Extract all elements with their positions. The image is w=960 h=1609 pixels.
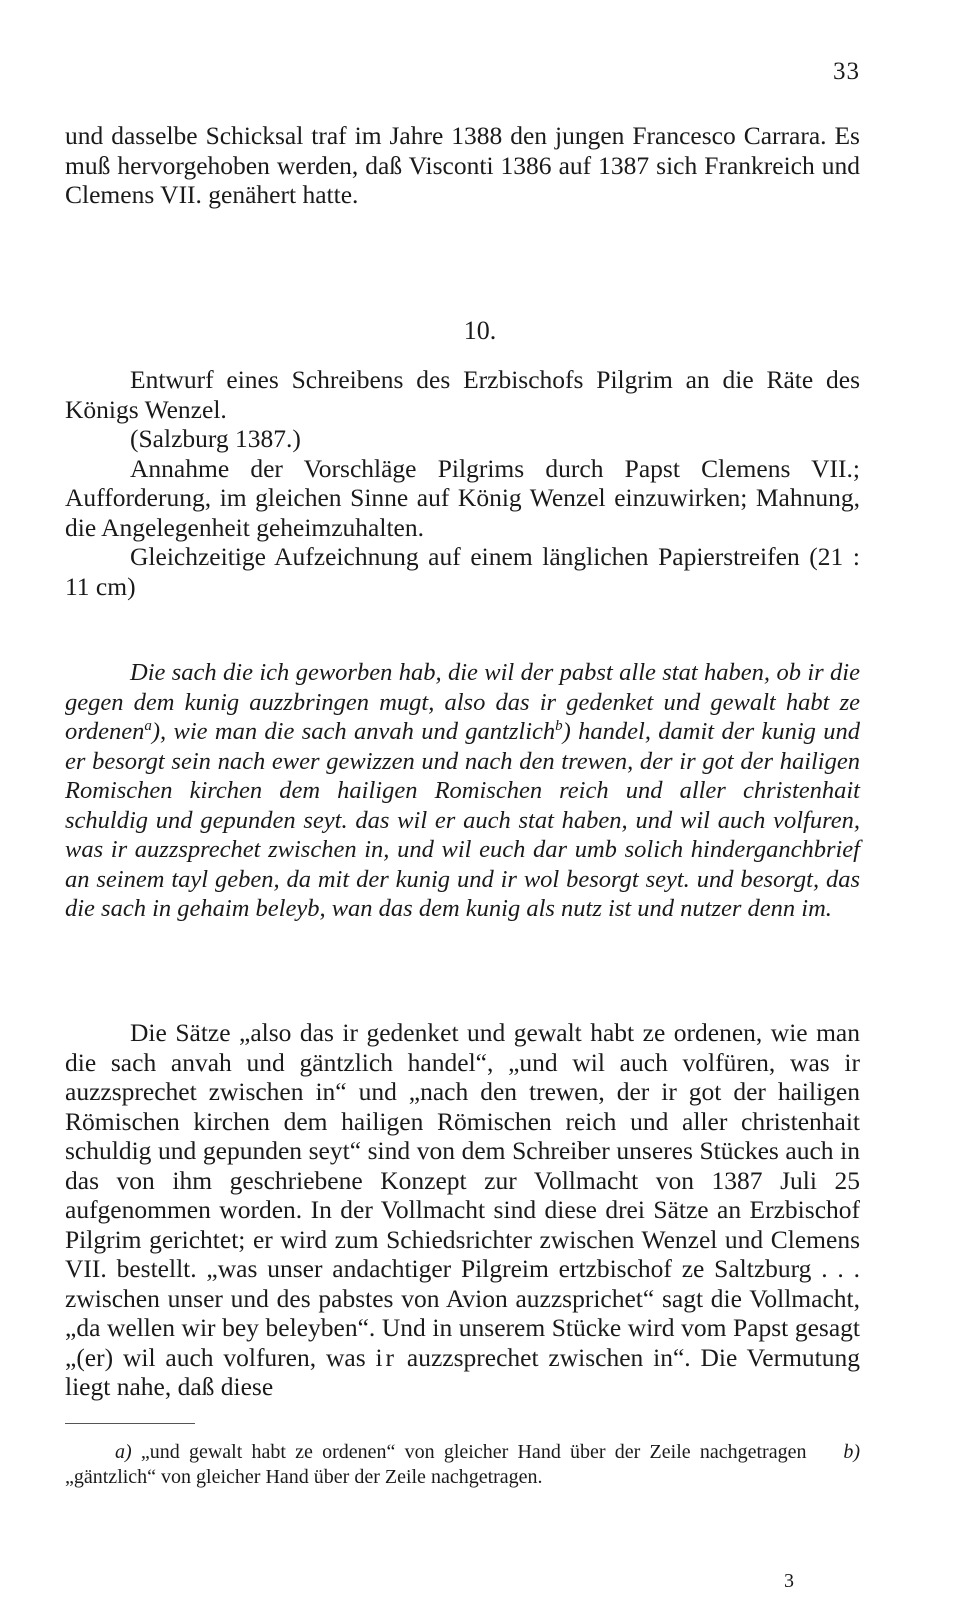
footnote-divider (65, 1423, 195, 1424)
quote-part-2: ), wie man die sach anvah und gantzlich (151, 718, 556, 745)
page-number: 33 (833, 58, 860, 85)
footnote-b-label: b) (843, 1441, 860, 1463)
quote-paragraph (65, 658, 860, 924)
footnotes (65, 1440, 860, 1490)
footnote-mark-b: b (555, 717, 563, 734)
quoted-text (65, 658, 860, 924)
footnote-a-label: a) (115, 1441, 132, 1463)
commentary (65, 1018, 860, 1402)
footnote-mark-a: a (144, 717, 152, 734)
document-title: Entwurf eines Schreibens des Erzbischofs Pilgrim an die Räte des Königs Wenzel. (65, 365, 860, 424)
quote-part-1: Die sach die ich geworben hab, die wil der pabst alle stat haben, ob ir die gegen dem kunig auzzbringen mugt, also das ir gedenket und gewalt habt ze ordenen (65, 659, 860, 745)
footnote-paragraph (65, 1440, 860, 1490)
document-header (65, 365, 860, 601)
section-number: 10. (463, 316, 497, 345)
quote-part-3: ) handel, damit der kunig und er besorgt sein nach ewer gewizzen und nach den trewen, der ir got der hailigen Romischen kirchen dem hailigen Romischen reich und aller christenhait schuldig und gepunden seyt. das wil er auch stat haben, und wil auch volfuren, was ir auzzsprechet zwischen in, und wil euch dar umb solich hinderganchbrief an seinem tayl geben, da mit der kunig und ir wol besorgt seyt. und besorgt, das die sach in gehaim beleyb, wan das dem kunig als nutz ist und nutzer denn im. (65, 718, 860, 922)
commentary-tail: auzzsprechet zwischen in“. Die Vermutung liegt nahe, daß diese (65, 1342, 860, 1401)
document-date: (Salzburg 1387.) (130, 424, 301, 453)
signature-mark: 3 (784, 1570, 794, 1592)
document-summary: Annahme der Vorschläge Pilgrims durch Papst Clemens VII.; Aufforderung, im gleichen Sinne auf König Wenzel einzuwirken; Mahnung, die Angelegenheit geheimzuhalten. (65, 453, 860, 542)
footnote-b-text: „gäntzlich“ von gleicher Hand über der Zeile nachgetragen. (65, 1466, 543, 1488)
commentary-spaced-word: ir (375, 1342, 398, 1372)
commentary-paragraph (65, 1018, 860, 1402)
intro-paragraph: und dasselbe Schicksal traf im Jahre 1388 den jungen Francesco Carrara. Es muß hervorgehoben werden, daß Visconti 1386 auf 1387 sich Frankreich und Clemens VII. genähert hatte. (65, 121, 860, 209)
footnote-a-text: „und gewalt habt ze ordenen“ von gleicher Hand über der Zeile nachgetragen (140, 1441, 807, 1463)
commentary-text: Die Sätze „also das ir gedenket und gewalt habt ze ordenen, wie man die sach anvah und gäntzlich handel“, „und wil auch volfüren, was ir auzzsprechet zwischen in“ und „nach den trewen, der ir got der hailigen Römischen kirchen dem hailigen Römischen reich und aller christenhait schuldig und gepunden seyt“ sind von dem Schreiber unseres Stückes auch in das von ihm geschriebene Konzept zur Vollmacht von 1387 Juli 25 aufgenommen worden. In der Vollmacht sind diese drei Sätze an Erzbischof Pilgrim gerichtet; er wird zum Schiedsrichter zwischen Wenzel und Clemens VII. bestellt. „was unser andachtiger Pilgreim ertzbischof ze Saltzburg . . . zwischen unser und des pabstes von Avion auzzsprichet“ sagt die Vollmacht, „da wellen wir bey beleyben“. Und in unserem Stücke wird vom Papst gesagt „(er) wil auch volfuren, was (65, 1018, 860, 1372)
document-source: Gleichzeitige Aufzeichnung auf einem länglichen Papierstreifen (21 : 11 cm) (65, 542, 860, 601)
